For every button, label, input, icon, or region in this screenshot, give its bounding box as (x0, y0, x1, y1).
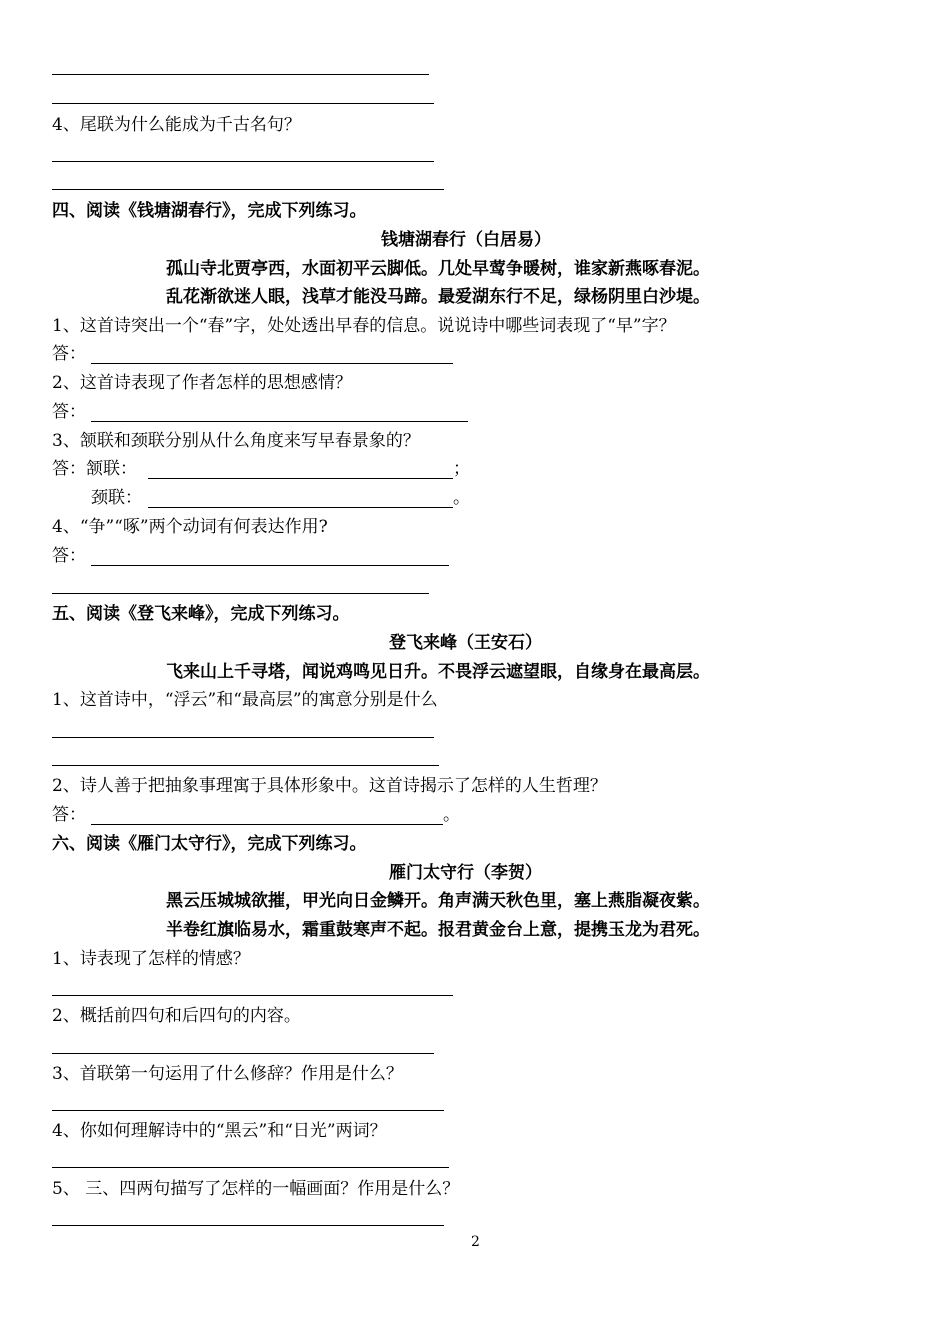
punctuation: 。 (453, 488, 470, 508)
answer-line[interactable] (52, 737, 434, 738)
answer-line[interactable] (52, 1167, 449, 1168)
answer-label: 答： (52, 344, 86, 364)
answer-line[interactable] (91, 421, 468, 422)
answer-label: 答： (52, 546, 86, 566)
answer-line[interactable] (148, 507, 453, 508)
answer-line[interactable] (52, 103, 434, 104)
answer-line[interactable] (52, 74, 429, 75)
answer-label-jinglian: 颈联： (91, 488, 142, 508)
poem-title: 钱塘湖春行（白居易） (381, 230, 551, 250)
answer-line[interactable] (52, 161, 434, 162)
poem-line: 半卷红旗临易水，霜重鼓寒声不起。报君黄金台上意，提携玉龙为君死。 (166, 920, 710, 940)
question-6-4: 4、你如何理解诗中的“黑云”和“日光”两词？ (52, 1121, 387, 1141)
question-5-2: 2、诗人善于把抽象事理寓于具体形象中。这首诗揭示了怎样的人生哲理？ (52, 776, 607, 796)
question-3-4: 4、尾联为什么能成为千古名句？ (52, 115, 301, 135)
question-4-1: 1、这首诗突出一个“春”字，处处透出早春的信息。说说诗中哪些词表现了“早”字？ (52, 316, 676, 336)
answer-line[interactable] (52, 593, 429, 594)
section-6-heading: 六、阅读《雁门太守行》，完成下列练习。 (52, 834, 367, 854)
poem-line: 飞来山上千寻塔，闻说鸡鸣见日升。不畏浮云遮望眼，自缘身在最高层。 (166, 662, 710, 682)
question-5-1: 1、这首诗中，“浮云”和“最高层”的寓意分别是什么 (52, 690, 438, 710)
question-6-1: 1、诗表现了怎样的情感？ (52, 949, 250, 969)
question-6-3: 3、首联第一句运用了什么修辞？作用是什么？ (52, 1064, 403, 1084)
poem-line: 乱花渐欲迷人眼，浅草才能没马蹄。最爱湖东行不足，绿杨阴里白沙堤。 (166, 287, 710, 307)
poem-line: 黑云压城城欲摧，甲光向日金鳞开。角声满天秋色里，塞上燕脂凝夜紫。 (166, 891, 710, 911)
poem-title: 登飞来峰（王安石） (389, 633, 542, 653)
question-4-2: 2、这首诗表现了作者怎样的思想感情？ (52, 373, 352, 393)
answer-line[interactable] (52, 1110, 444, 1111)
section-4-heading: 四、阅读《钱塘湖春行》，完成下列练习。 (52, 201, 367, 221)
answer-label: 答： (52, 402, 86, 422)
answer-line[interactable] (91, 565, 449, 566)
question-6-2: 2、概括前四句和后四句的内容。 (52, 1006, 301, 1026)
question-4-4: 4、“争”“啄”两个动词有何表达作用? (52, 517, 328, 537)
question-4-3: 3、颔联和颈联分别从什么角度来写早春景象的？ (52, 431, 420, 451)
answer-line[interactable] (52, 1225, 444, 1226)
poem-title: 雁门太守行（李贺） (389, 863, 542, 883)
punctuation: 。 (443, 805, 460, 825)
question-6-5: 5、 三、四两句描写了怎样的一幅画面？作用是什么？ (52, 1179, 460, 1199)
answer-line[interactable] (91, 824, 443, 825)
poem-line: 孤山寺北贾亭西，水面初平云脚低。几处早莺争暖树，谁家新燕啄春泥。 (166, 259, 710, 279)
page-number: 2 (471, 1234, 480, 1250)
answer-line[interactable] (52, 189, 444, 190)
answer-line[interactable] (148, 478, 453, 479)
section-5-heading: 五、阅读《登飞来峰》，完成下列练习。 (52, 604, 350, 624)
answer-line[interactable] (52, 765, 439, 766)
answer-line[interactable] (52, 995, 453, 996)
punctuation: ； (453, 459, 470, 479)
answer-label-hanlian: 答：颔联： (52, 459, 137, 479)
answer-line[interactable] (91, 363, 453, 364)
answer-label: 答： (52, 805, 86, 825)
answer-line[interactable] (52, 1053, 434, 1054)
